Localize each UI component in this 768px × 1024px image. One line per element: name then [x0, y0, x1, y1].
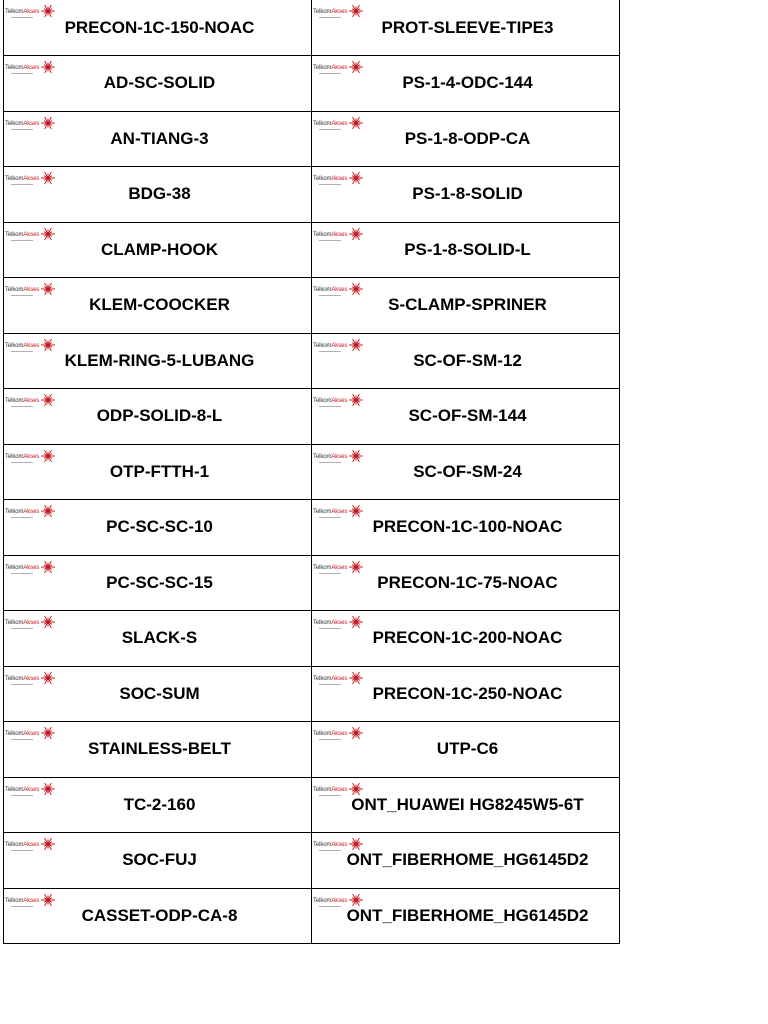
logo-word-telkom: Telkom	[313, 675, 332, 682]
logo-word-akses: Akses	[23, 176, 40, 182]
logo-word-telkom: Telkom	[313, 287, 332, 293]
label-cell	[312, 666, 620, 722]
part-code-label: CASSET-ODP-CA-8	[81, 905, 238, 925]
logo-word-telkom: Telkom	[5, 620, 24, 626]
logo-word-telkom: Telkom	[5, 398, 24, 404]
part-code-label: PS-1-4-ODC-144	[402, 73, 533, 93]
star-icon	[41, 504, 55, 518]
logo-tagline-line	[319, 406, 341, 407]
label-row	[4, 444, 620, 500]
logo-word-akses: Akses	[23, 398, 40, 404]
star-icon	[349, 893, 363, 907]
logo-tagline-line	[319, 573, 341, 574]
logo-word-akses: Akses	[23, 842, 40, 848]
logo-tagline-line	[11, 684, 33, 685]
telkom-akses-logo	[313, 118, 363, 136]
label-row	[4, 222, 620, 278]
logo-word-telkom: Telkom	[5, 65, 24, 71]
telkom-akses-logo	[313, 340, 363, 358]
label-cell	[312, 500, 620, 556]
logo-word-akses: Akses	[23, 342, 40, 349]
part-code-label: PRECON-1C-75-NOAC	[377, 572, 558, 592]
telkom-akses-logo	[5, 6, 55, 24]
logo-word-akses: Akses	[23, 65, 40, 71]
logo-wordmark	[5, 731, 39, 737]
star-icon	[349, 782, 363, 796]
star-icon	[41, 560, 55, 574]
logo-wordmark	[313, 65, 347, 71]
label-cell	[4, 500, 312, 556]
logo-tagline-line	[319, 73, 341, 74]
telkom-akses-logo	[5, 118, 55, 136]
logo-word-telkom: Telkom	[5, 231, 24, 238]
logo-word-akses: Akses	[23, 786, 40, 793]
label-cell	[312, 0, 620, 56]
logo-word-akses: Akses	[331, 176, 348, 182]
logo-word-telkom: Telkom	[5, 176, 24, 182]
logo-tagline-line	[11, 406, 33, 407]
star-icon	[349, 671, 363, 685]
logo-word-akses: Akses	[331, 897, 348, 904]
star-icon	[349, 116, 363, 130]
part-code-label: PRECON-1C-250-NOAC	[372, 683, 563, 703]
logo-wordmark	[5, 343, 39, 349]
logo-word-telkom: Telkom	[5, 342, 24, 349]
star-icon	[41, 227, 55, 241]
part-code-label: OTP-FTTH-1	[109, 461, 210, 481]
label-row	[4, 777, 620, 833]
part-code-label: SC-OF-SM-12	[413, 350, 522, 370]
logo-word-akses: Akses	[23, 731, 40, 737]
logo-wordmark	[5, 898, 39, 904]
part-code-label: AD-SC-SOLID	[103, 73, 216, 93]
part-code-label: STAINLESS-BELT	[88, 739, 231, 759]
logo-wordmark	[5, 676, 39, 682]
logo-word-akses: Akses	[331, 453, 348, 460]
logo-tagline-line	[319, 129, 341, 130]
label-cell	[4, 0, 312, 56]
logo-word-telkom: Telkom	[5, 731, 24, 737]
telkom-akses-logo	[313, 284, 363, 302]
telkom-akses-logo	[5, 62, 55, 80]
label-row	[4, 555, 620, 611]
label-row	[4, 167, 620, 223]
telkom-akses-logo	[313, 617, 363, 635]
label-sheet	[3, 0, 620, 944]
logo-tagline-line	[11, 17, 33, 18]
logo-tagline-line	[11, 240, 33, 241]
logo-tagline-line	[319, 795, 341, 796]
part-code-label: PS-1-8-SOLID-L	[404, 239, 531, 259]
part-code-label: PC-SC-SC-10	[106, 517, 213, 537]
telkom-akses-logo	[5, 673, 55, 691]
logo-word-telkom: Telkom	[5, 287, 24, 293]
logo-word-akses: Akses	[23, 897, 40, 904]
telkom-akses-logo	[313, 673, 363, 691]
logo-wordmark	[5, 176, 39, 182]
logo-tagline-line	[11, 573, 33, 574]
telkom-akses-logo	[5, 617, 55, 635]
logo-word-akses: Akses	[331, 786, 348, 793]
logo-wordmark	[313, 398, 347, 404]
telkom-akses-logo	[5, 506, 55, 524]
star-icon	[349, 4, 363, 18]
logo-tagline-line	[319, 850, 341, 851]
label-cell	[4, 666, 312, 722]
label-cell	[4, 777, 312, 833]
telkom-akses-logo	[5, 784, 55, 802]
label-cell	[4, 333, 312, 389]
logo-word-akses: Akses	[23, 620, 40, 626]
logo-word-akses: Akses	[23, 9, 40, 15]
label-cell	[4, 444, 312, 500]
label-cell	[312, 278, 620, 334]
logo-word-telkom: Telkom	[313, 342, 332, 349]
part-code-label: PRECON-1C-100-NOAC	[372, 517, 563, 537]
logo-word-telkom: Telkom	[5, 509, 24, 515]
part-code-label: PS-1-8-SOLID	[412, 184, 523, 204]
telkom-akses-logo	[313, 784, 363, 802]
logo-wordmark	[5, 65, 39, 71]
logo-wordmark	[5, 232, 39, 238]
logo-word-telkom: Telkom	[313, 9, 332, 15]
logo-tagline-line	[11, 462, 33, 463]
logo-tagline-line	[319, 906, 341, 907]
label-cell	[4, 389, 312, 445]
star-icon	[349, 560, 363, 574]
part-code-label: KLEM-RING-5-LUBANG	[64, 350, 255, 370]
logo-word-telkom: Telkom	[5, 675, 24, 682]
telkom-akses-logo	[5, 839, 55, 857]
star-icon	[349, 615, 363, 629]
logo-word-telkom: Telkom	[5, 564, 24, 571]
logo-tagline-line	[11, 73, 33, 74]
logo-tagline-line	[319, 517, 341, 518]
logo-wordmark	[313, 454, 347, 460]
star-icon	[41, 615, 55, 629]
part-code-label: ODP-SOLID-8-L	[96, 406, 223, 426]
logo-word-telkom: Telkom	[313, 842, 332, 848]
label-sheet-body	[4, 0, 620, 944]
telkom-akses-logo	[5, 173, 55, 191]
logo-tagline-line	[319, 351, 341, 352]
telkom-akses-logo	[313, 6, 363, 24]
label-cell	[312, 833, 620, 889]
logo-wordmark	[5, 842, 39, 848]
logo-word-telkom: Telkom	[5, 897, 24, 904]
label-cell	[312, 444, 620, 500]
label-cell	[4, 611, 312, 667]
part-code-label: SLACK-S	[121, 628, 198, 648]
part-code-label: PROT-SLEEVE-TIPE3	[381, 17, 554, 37]
star-icon	[349, 171, 363, 185]
logo-wordmark	[313, 842, 347, 848]
logo-word-akses: Akses	[331, 65, 348, 71]
logo-word-akses: Akses	[23, 120, 40, 127]
label-cell	[312, 333, 620, 389]
logo-word-akses: Akses	[331, 287, 348, 293]
logo-tagline-line	[11, 295, 33, 296]
part-code-label: SOC-SUM	[119, 683, 200, 703]
label-cell	[312, 611, 620, 667]
logo-word-telkom: Telkom	[313, 120, 332, 127]
telkom-akses-logo	[313, 506, 363, 524]
logo-word-akses: Akses	[331, 731, 348, 737]
logo-word-telkom: Telkom	[313, 176, 332, 182]
star-icon	[349, 227, 363, 241]
label-cell	[4, 833, 312, 889]
label-row	[4, 500, 620, 556]
logo-word-telkom: Telkom	[5, 842, 24, 848]
logo-tagline-line	[11, 795, 33, 796]
part-code-label: SC-OF-SM-24	[413, 461, 522, 481]
logo-wordmark	[313, 509, 347, 515]
label-cell	[4, 278, 312, 334]
label-cell	[4, 222, 312, 278]
star-icon	[41, 60, 55, 74]
logo-wordmark	[5, 787, 39, 793]
telkom-akses-logo	[5, 451, 55, 469]
logo-wordmark	[313, 287, 347, 293]
logo-tagline-line	[11, 906, 33, 907]
telkom-akses-logo	[313, 728, 363, 746]
telkom-akses-logo	[5, 395, 55, 413]
star-icon	[41, 4, 55, 18]
logo-tagline-line	[11, 351, 33, 352]
part-code-label: BDG-38	[128, 184, 191, 204]
part-code-label: AN-TIANG-3	[110, 128, 209, 148]
telkom-akses-logo	[5, 340, 55, 358]
logo-wordmark	[5, 287, 39, 293]
logo-wordmark	[313, 343, 347, 349]
logo-word-telkom: Telkom	[5, 9, 24, 15]
star-icon	[41, 726, 55, 740]
logo-word-telkom: Telkom	[5, 120, 24, 127]
logo-word-akses: Akses	[23, 453, 40, 460]
star-icon	[41, 893, 55, 907]
star-icon	[41, 782, 55, 796]
star-icon	[41, 282, 55, 296]
logo-wordmark	[5, 620, 39, 626]
logo-word-akses: Akses	[331, 564, 348, 571]
logo-word-akses: Akses	[23, 287, 40, 293]
star-icon	[41, 116, 55, 130]
part-code-label: PC-SC-SC-15	[106, 572, 213, 592]
logo-word-telkom: Telkom	[313, 564, 332, 571]
logo-tagline-line	[11, 184, 33, 185]
logo-wordmark	[5, 565, 39, 571]
star-icon	[41, 837, 55, 851]
star-icon	[41, 171, 55, 185]
star-icon	[41, 671, 55, 685]
star-icon	[41, 449, 55, 463]
telkom-akses-logo	[313, 562, 363, 580]
logo-wordmark	[313, 232, 347, 238]
logo-word-akses: Akses	[23, 231, 40, 238]
label-cell	[312, 555, 620, 611]
logo-tagline-line	[319, 184, 341, 185]
logo-word-akses: Akses	[331, 231, 348, 238]
part-code-label: PRECON-1C-150-NOAC	[64, 17, 255, 37]
logo-tagline-line	[11, 517, 33, 518]
label-row	[4, 888, 620, 944]
logo-tagline-line	[319, 462, 341, 463]
logo-word-akses: Akses	[331, 620, 348, 626]
part-code-label: KLEM-COOCKER	[89, 295, 230, 315]
logo-tagline-line	[11, 850, 33, 851]
logo-wordmark	[313, 9, 347, 15]
logo-word-akses: Akses	[331, 398, 348, 404]
label-cell	[312, 56, 620, 112]
logo-wordmark	[5, 9, 39, 15]
logo-word-telkom: Telkom	[313, 398, 332, 404]
part-code-label: ONT_FIBERHOME_HG6145D2	[346, 905, 589, 925]
label-cell	[312, 389, 620, 445]
logo-word-telkom: Telkom	[5, 786, 24, 793]
logo-word-akses: Akses	[23, 564, 40, 571]
label-cell	[312, 111, 620, 167]
logo-word-telkom: Telkom	[313, 231, 332, 238]
logo-word-telkom: Telkom	[313, 620, 332, 626]
label-cell	[4, 722, 312, 778]
part-code-label: ONT_FIBERHOME_HG6145D2	[346, 850, 589, 870]
label-cell	[4, 56, 312, 112]
part-code-label: UTP-C6	[436, 739, 499, 759]
label-row	[4, 833, 620, 889]
telkom-akses-logo	[5, 562, 55, 580]
logo-tagline-line	[11, 628, 33, 629]
logo-wordmark	[5, 398, 39, 404]
logo-word-telkom: Telkom	[313, 731, 332, 737]
part-code-label: PRECON-1C-200-NOAC	[372, 628, 563, 648]
logo-word-telkom: Telkom	[313, 786, 332, 793]
star-icon	[41, 338, 55, 352]
star-icon	[41, 393, 55, 407]
telkom-akses-logo	[5, 284, 55, 302]
logo-tagline-line	[11, 739, 33, 740]
part-code-label: TC-2-160	[123, 794, 196, 814]
logo-word-akses: Akses	[331, 675, 348, 682]
logo-wordmark	[313, 731, 347, 737]
logo-wordmark	[5, 509, 39, 515]
logo-tagline-line	[319, 684, 341, 685]
label-row	[4, 389, 620, 445]
telkom-akses-logo	[313, 895, 363, 913]
label-row	[4, 111, 620, 167]
logo-word-telkom: Telkom	[313, 897, 332, 904]
telkom-akses-logo	[313, 451, 363, 469]
label-cell	[312, 888, 620, 944]
part-code-label: SOC-FUJ	[122, 850, 197, 870]
telkom-akses-logo	[313, 62, 363, 80]
logo-word-telkom: Telkom	[313, 65, 332, 71]
logo-word-akses: Akses	[331, 9, 348, 15]
label-cell	[312, 167, 620, 223]
logo-wordmark	[313, 787, 347, 793]
star-icon	[349, 282, 363, 296]
logo-wordmark	[313, 898, 347, 904]
logo-tagline-line	[319, 295, 341, 296]
logo-wordmark	[313, 121, 347, 127]
logo-wordmark	[313, 176, 347, 182]
logo-word-telkom: Telkom	[313, 453, 332, 460]
label-row	[4, 722, 620, 778]
logo-word-akses: Akses	[331, 120, 348, 127]
logo-word-akses: Akses	[23, 675, 40, 682]
logo-wordmark	[313, 620, 347, 626]
logo-word-telkom: Telkom	[313, 509, 332, 515]
telkom-akses-logo	[313, 839, 363, 857]
star-icon	[349, 837, 363, 851]
label-cell	[4, 167, 312, 223]
logo-wordmark	[5, 121, 39, 127]
label-row	[4, 0, 620, 56]
logo-tagline-line	[319, 17, 341, 18]
telkom-akses-logo	[5, 728, 55, 746]
star-icon	[349, 449, 363, 463]
label-row	[4, 56, 620, 112]
part-code-label: SC-OF-SM-144	[408, 406, 527, 426]
part-code-label: PS-1-8-ODP-CA	[404, 128, 531, 148]
logo-tagline-line	[319, 628, 341, 629]
logo-wordmark	[313, 565, 347, 571]
part-code-label: ONT_HUAWEI HG8245W5-6T	[351, 794, 584, 814]
star-icon	[349, 504, 363, 518]
label-row	[4, 611, 620, 667]
label-cell	[312, 222, 620, 278]
telkom-akses-logo	[313, 173, 363, 191]
telkom-akses-logo	[5, 895, 55, 913]
logo-wordmark	[313, 676, 347, 682]
logo-wordmark	[5, 454, 39, 460]
star-icon	[349, 60, 363, 74]
label-cell	[312, 722, 620, 778]
logo-tagline-line	[11, 129, 33, 130]
label-cell	[312, 777, 620, 833]
logo-tagline-line	[319, 739, 341, 740]
logo-word-akses: Akses	[23, 509, 40, 515]
label-cell	[4, 555, 312, 611]
logo-word-telkom: Telkom	[5, 453, 24, 460]
telkom-akses-logo	[5, 229, 55, 247]
part-code-label: CLAMP-HOOK	[100, 239, 219, 259]
star-icon	[349, 393, 363, 407]
star-icon	[349, 726, 363, 740]
part-code-label: S-CLAMP-SPRINER	[388, 295, 547, 315]
label-row	[4, 278, 620, 334]
label-cell	[4, 888, 312, 944]
telkom-akses-logo	[313, 395, 363, 413]
logo-tagline-line	[319, 240, 341, 241]
telkom-akses-logo	[313, 229, 363, 247]
label-cell	[4, 111, 312, 167]
label-row	[4, 333, 620, 389]
logo-word-akses: Akses	[331, 509, 348, 515]
star-icon	[349, 338, 363, 352]
label-row	[4, 666, 620, 722]
logo-word-akses: Akses	[331, 342, 348, 349]
logo-word-akses: Akses	[331, 842, 348, 848]
